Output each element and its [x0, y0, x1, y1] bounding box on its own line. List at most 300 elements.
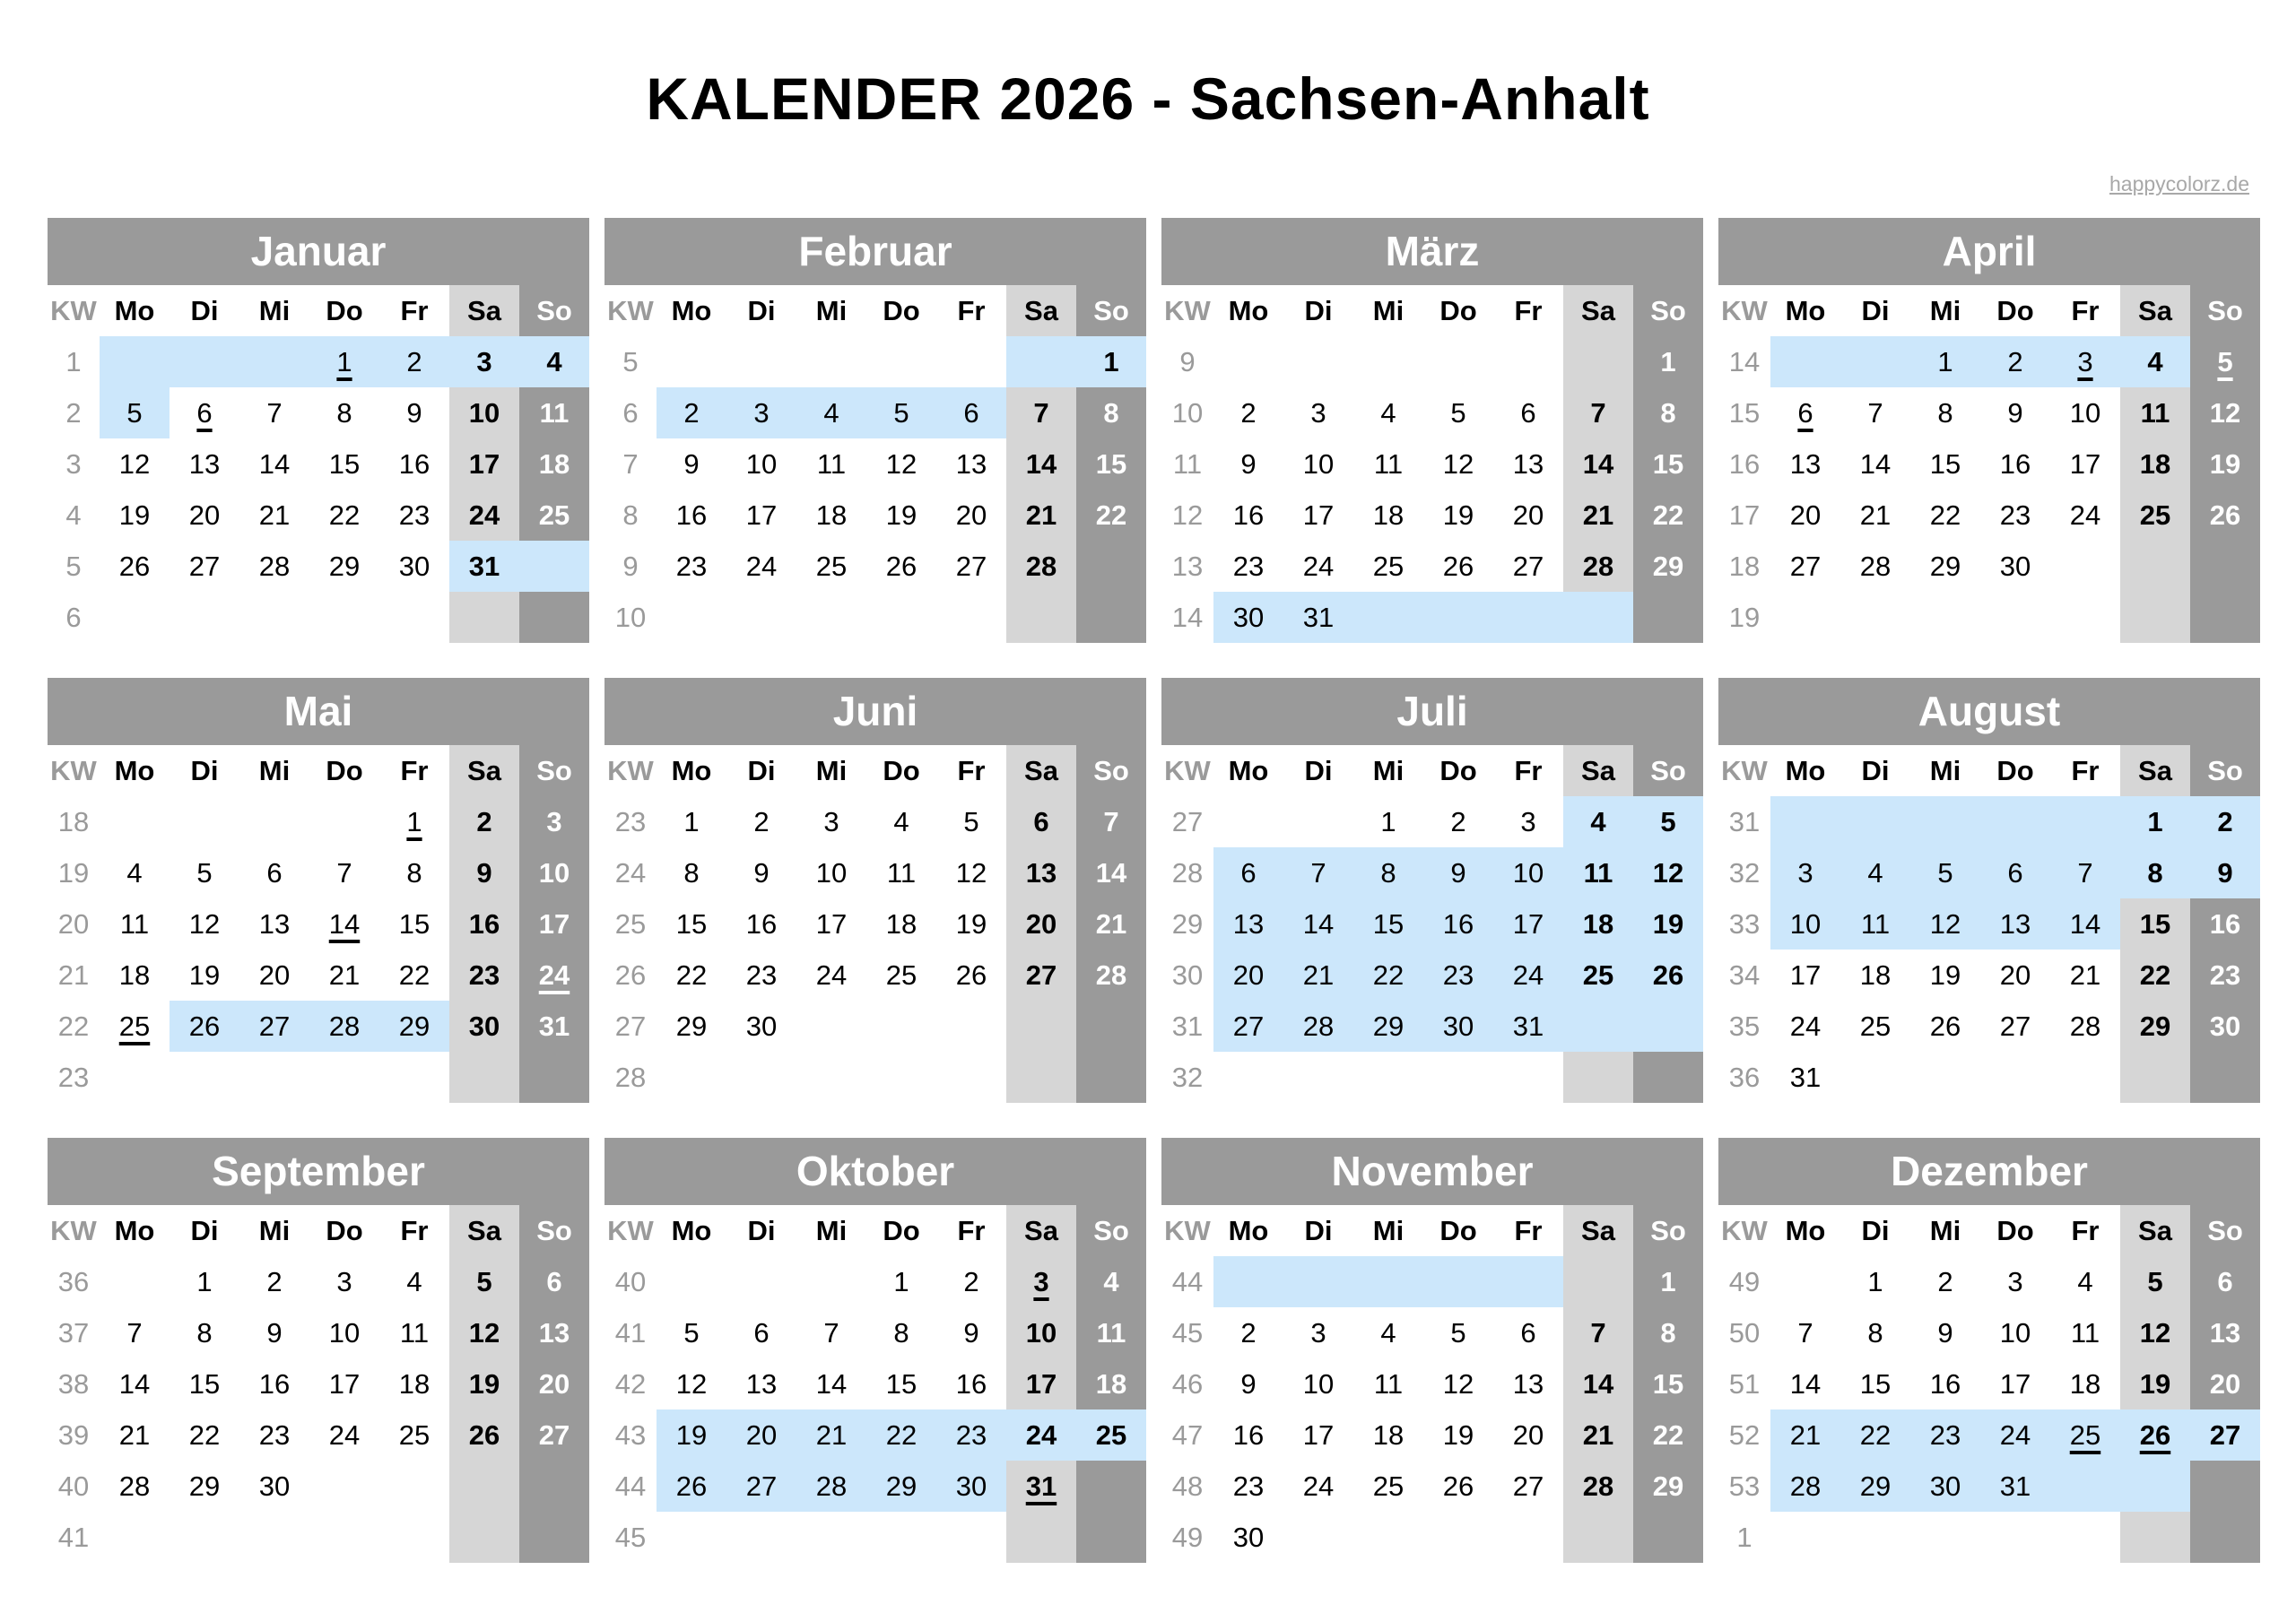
- day-cell: [726, 1052, 796, 1103]
- day-cell: 25: [1076, 1409, 1146, 1461]
- weekday-header-do: Do: [883, 755, 920, 786]
- day-cell: 2: [1240, 1317, 1257, 1349]
- month-title: September: [48, 1138, 589, 1205]
- day-cell: 4: [1380, 1317, 1396, 1349]
- day-cell: 26: [1929, 1010, 1961, 1042]
- day-cell: [2120, 1052, 2190, 1103]
- day-cell: 16: [1423, 898, 1493, 950]
- kw-cell: 52: [1728, 1419, 1761, 1451]
- kw-cell: 41: [614, 1317, 647, 1349]
- day-cell: [2050, 592, 2120, 643]
- day-cell: [936, 1512, 1006, 1563]
- day-cell: [657, 592, 726, 643]
- day-cell: 7: [1283, 847, 1353, 898]
- weekday-header-so: So: [1633, 745, 1703, 796]
- day-cell: [2190, 541, 2260, 592]
- day-cell: [379, 1052, 449, 1103]
- day-cell: [1840, 796, 1910, 847]
- day-cell: 22: [1840, 1409, 1910, 1461]
- month-september: [48, 1138, 589, 1563]
- day-cell: 3: [726, 387, 796, 438]
- day-cell: 17: [1302, 499, 1335, 531]
- day-cell: 19: [657, 1409, 726, 1461]
- day-cell: [170, 1512, 239, 1563]
- day-cell: 5: [963, 806, 979, 837]
- day-cell: 27: [1789, 551, 1822, 582]
- day-cell: 19: [2190, 438, 2260, 490]
- page-title: KALENDER 2026 - Sachsen-Anhalt: [646, 65, 1650, 132]
- day-cell: 10: [745, 448, 778, 480]
- weekday-header-so: So: [2190, 1205, 2260, 1256]
- day-cell: 18: [1859, 959, 1892, 991]
- day-cell: 14: [1283, 898, 1353, 950]
- kw-cell: 16: [1728, 448, 1761, 480]
- day-cell: 19: [1442, 1419, 1474, 1451]
- day-cell: [2120, 592, 2190, 643]
- day-cell: 5: [196, 857, 213, 889]
- day-cell: 7: [1867, 397, 1883, 429]
- day-cell: 21: [1283, 950, 1353, 1001]
- weekday-header-mi: Mi: [1929, 1215, 1961, 1246]
- weekday-header-fr: Fr: [957, 1215, 986, 1246]
- day-cell: 16: [1232, 1419, 1265, 1451]
- day-cell: 9: [406, 397, 422, 429]
- day-cell: [2050, 1512, 2120, 1563]
- weekday-header-di: Di: [1304, 295, 1333, 326]
- day-cell: [239, 1512, 309, 1563]
- day-cell: [379, 592, 449, 643]
- day-cell: 24: [815, 959, 848, 991]
- weekday-header-do: Do: [883, 295, 920, 326]
- day-cell: 13: [519, 1307, 589, 1358]
- weekday-header-sa: Sa: [1006, 1205, 1076, 1256]
- day-cell: 3: [1310, 1317, 1326, 1349]
- day-cell: [1840, 1052, 1910, 1103]
- day-cell: 22: [328, 499, 361, 531]
- weekday-header-mi: Mi: [258, 1215, 291, 1246]
- weekday-header-kw: KW: [1721, 295, 1768, 326]
- day-cell: [1006, 1512, 1076, 1563]
- kw-cell: 18: [1728, 551, 1761, 582]
- kw-cell: 44: [614, 1470, 647, 1502]
- day-cell: 19: [1442, 499, 1474, 531]
- day-cell: 15: [1633, 438, 1703, 490]
- day-cell: 4: [2120, 336, 2190, 387]
- day-cell: 22: [1076, 490, 1146, 541]
- day-cell: [726, 336, 796, 387]
- day-cell: 24: [519, 950, 589, 1001]
- kw-cell: 47: [1171, 1419, 1204, 1451]
- day-cell: 27: [188, 551, 221, 582]
- day-cell: [1213, 796, 1283, 847]
- kw-cell: 15: [1728, 397, 1761, 429]
- month-april: [1718, 218, 2260, 643]
- day-cell: 7: [1006, 387, 1076, 438]
- day-cell: [2190, 1461, 2260, 1512]
- day-cell: [1353, 1256, 1423, 1307]
- kw-cell: 45: [1171, 1317, 1204, 1349]
- day-cell: 14: [1006, 438, 1076, 490]
- month-märz: [1161, 218, 1703, 643]
- weekday-header-mo: Mo: [1785, 755, 1826, 786]
- day-cell: [657, 1052, 726, 1103]
- day-cell: 29: [2120, 1001, 2190, 1052]
- month-grid: [1161, 285, 1703, 643]
- month-juli: [1161, 678, 1703, 1103]
- day-cell: 31: [449, 541, 519, 592]
- kw-cell: 17: [1728, 499, 1761, 531]
- day-cell: 8: [1633, 387, 1703, 438]
- day-cell: 11: [1563, 847, 1633, 898]
- day-cell: 17: [815, 908, 848, 940]
- day-cell: [309, 1052, 379, 1103]
- day-cell: 27: [1999, 1010, 2031, 1042]
- day-cell: 1: [1633, 1256, 1703, 1307]
- day-cell: 7: [336, 857, 352, 889]
- kw-cell: 9: [622, 551, 639, 582]
- day-cell: 5: [683, 1317, 700, 1349]
- day-cell: 12: [955, 857, 987, 889]
- day-cell: 12: [885, 448, 918, 480]
- day-cell: 21: [1563, 1409, 1633, 1461]
- day-cell: 20: [1512, 1419, 1544, 1451]
- day-cell: 18: [1563, 898, 1633, 950]
- day-cell: [1283, 1256, 1353, 1307]
- day-cell: 28: [258, 551, 291, 582]
- day-cell: 23: [398, 499, 430, 531]
- day-cell: 15: [328, 448, 361, 480]
- kw-cell: 51: [1728, 1368, 1761, 1400]
- kw-cell: 40: [57, 1470, 90, 1502]
- day-cell: [239, 796, 309, 847]
- kw-cell: 53: [1728, 1470, 1761, 1502]
- kw-cell: 40: [614, 1266, 647, 1297]
- day-cell: 29: [188, 1470, 221, 1502]
- day-cell: 8: [1937, 397, 1953, 429]
- day-cell: 14: [258, 448, 291, 480]
- kw-cell: 35: [1728, 1010, 1761, 1042]
- kw-cell: 20: [57, 908, 90, 940]
- day-cell: 6: [266, 857, 283, 889]
- day-cell: 2: [1937, 1266, 1953, 1297]
- weekday-header-mo: Mo: [671, 295, 712, 326]
- day-cell: [796, 1052, 866, 1103]
- day-cell: 4: [2077, 1266, 2093, 1297]
- day-cell: 9: [1937, 1317, 1953, 1349]
- day-cell: 17: [328, 1368, 361, 1400]
- day-cell: 1: [1910, 336, 1980, 387]
- day-cell: [1563, 592, 1633, 643]
- day-cell: 18: [885, 908, 918, 940]
- weekday-header-fr: Fr: [400, 755, 429, 786]
- day-cell: 15: [885, 1368, 918, 1400]
- day-cell: [1353, 1512, 1423, 1563]
- kw-cell: 6: [65, 602, 82, 633]
- day-cell: 24: [1980, 1409, 2050, 1461]
- day-cell: [309, 796, 379, 847]
- day-cell: [1213, 1256, 1283, 1307]
- day-cell: 26: [1442, 551, 1474, 582]
- weekday-header-sa: Sa: [1563, 285, 1633, 336]
- day-cell: 24: [1493, 950, 1563, 1001]
- weekday-header-so: So: [2190, 285, 2260, 336]
- weekday-header-sa: Sa: [1563, 1205, 1633, 1256]
- month-grid: [604, 1205, 1146, 1563]
- day-cell: 13: [1789, 448, 1822, 480]
- weekday-header-mo: Mo: [671, 755, 712, 786]
- day-cell: 24: [1789, 1010, 1822, 1042]
- day-cell: 23: [1999, 499, 2031, 531]
- day-cell: 27: [519, 1409, 589, 1461]
- kw-cell: 9: [1179, 346, 1196, 377]
- day-cell: 1: [1380, 806, 1396, 837]
- day-cell: [1283, 336, 1353, 387]
- day-cell: 23: [1910, 1409, 1980, 1461]
- day-cell: 25: [815, 551, 848, 582]
- kw-cell: 25: [614, 908, 647, 940]
- day-cell: 2: [266, 1266, 283, 1297]
- day-cell: 19: [885, 499, 918, 531]
- day-cell: [1006, 336, 1076, 387]
- watermark-link[interactable]: happycolorz.de: [2109, 172, 2249, 195]
- day-cell: 21: [118, 1419, 151, 1451]
- day-cell: 13: [188, 448, 221, 480]
- day-cell: 27: [2190, 1409, 2260, 1461]
- kw-cell: 31: [1171, 1010, 1204, 1042]
- day-cell: [1006, 592, 1076, 643]
- day-cell: 30: [449, 1001, 519, 1052]
- day-cell: 21: [1770, 1409, 1840, 1461]
- day-cell: 16: [2190, 898, 2260, 950]
- day-cell: [239, 1052, 309, 1103]
- day-cell: 18: [1372, 1419, 1405, 1451]
- day-cell: [100, 1256, 170, 1307]
- day-cell: [2190, 592, 2260, 643]
- day-cell: 11: [2070, 1317, 2100, 1349]
- kw-cell: 34: [1728, 959, 1761, 991]
- day-cell: 21: [328, 959, 361, 991]
- weekday-header-kw: KW: [50, 295, 97, 326]
- day-cell: 25: [885, 959, 918, 991]
- day-cell: 7: [1563, 1307, 1633, 1358]
- weekday-header-mi: Mi: [815, 295, 848, 326]
- day-cell: [519, 1461, 589, 1512]
- kw-cell: 13: [1171, 551, 1204, 582]
- month-title: April: [1718, 218, 2260, 285]
- day-cell: 22: [1633, 1409, 1703, 1461]
- day-cell: 26: [2190, 490, 2260, 541]
- day-cell: 26: [657, 1461, 726, 1512]
- day-cell: 26: [955, 959, 987, 991]
- day-cell: 16: [1929, 1368, 1961, 1400]
- day-cell: [1213, 1052, 1283, 1103]
- kw-cell: 31: [1728, 806, 1761, 837]
- day-cell: [2190, 1512, 2260, 1563]
- day-cell: 26: [1442, 1470, 1474, 1502]
- day-cell: 25: [1563, 950, 1633, 1001]
- day-cell: [239, 336, 309, 387]
- day-cell: 16: [398, 448, 430, 480]
- kw-cell: 39: [57, 1419, 90, 1451]
- weekday-header-do: Do: [1439, 1215, 1477, 1246]
- day-cell: 12: [675, 1368, 708, 1400]
- day-cell: [309, 1512, 379, 1563]
- day-cell: [1563, 336, 1633, 387]
- day-cell: 16: [1232, 499, 1265, 531]
- day-cell: [1076, 592, 1146, 643]
- day-cell: 11: [886, 857, 917, 889]
- day-cell: 6: [753, 1317, 770, 1349]
- weekday-header-mo: Mo: [1228, 755, 1269, 786]
- day-cell: [2120, 1461, 2190, 1512]
- weekday-header-sa: Sa: [1563, 745, 1633, 796]
- day-cell: 24: [2069, 499, 2101, 531]
- day-cell: 5: [866, 387, 936, 438]
- day-cell: 9: [449, 847, 519, 898]
- day-cell: [1563, 1001, 1633, 1052]
- day-cell: 4: [126, 857, 143, 889]
- month-grid: [48, 745, 589, 1103]
- weekday-header-mi: Mi: [258, 755, 291, 786]
- day-cell: 11: [519, 387, 589, 438]
- day-cell: 28: [796, 1461, 866, 1512]
- weekday-header-di: Di: [747, 755, 776, 786]
- day-cell: 8: [1633, 1307, 1703, 1358]
- day-cell: 1: [406, 806, 422, 837]
- weekday-header-mi: Mi: [815, 1215, 848, 1246]
- weekday-header-di: Di: [747, 1215, 776, 1246]
- day-cell: 11: [119, 908, 150, 940]
- day-cell: 1: [683, 806, 700, 837]
- kw-cell: 27: [1171, 806, 1204, 837]
- day-cell: 10: [1493, 847, 1563, 898]
- kw-cell: 19: [57, 857, 90, 889]
- weekday-header-sa: Sa: [449, 745, 519, 796]
- day-cell: [1840, 592, 1910, 643]
- day-cell: 8: [893, 1317, 909, 1349]
- day-cell: 29: [1633, 541, 1703, 592]
- day-cell: 3: [1006, 1256, 1076, 1307]
- day-cell: 1: [893, 1266, 909, 1297]
- day-cell: 13: [2190, 1307, 2260, 1358]
- day-cell: 29: [379, 1001, 449, 1052]
- day-cell: 18: [2069, 1368, 2101, 1400]
- day-cell: 6: [196, 397, 213, 429]
- day-cell: 23: [745, 959, 778, 991]
- day-cell: 9: [753, 857, 770, 889]
- day-cell: 6: [1006, 796, 1076, 847]
- day-cell: 15: [675, 908, 708, 940]
- month-august: [1718, 678, 2260, 1103]
- kw-cell: 50: [1728, 1317, 1761, 1349]
- day-cell: 9: [683, 448, 700, 480]
- day-cell: 31: [1789, 1062, 1822, 1093]
- day-cell: 26: [885, 551, 918, 582]
- day-cell: 6: [519, 1256, 589, 1307]
- day-cell: [100, 336, 170, 387]
- day-cell: [1076, 1512, 1146, 1563]
- day-cell: 13: [1006, 847, 1076, 898]
- kw-cell: 1: [65, 346, 82, 377]
- day-cell: 23: [449, 950, 519, 1001]
- day-cell: 12: [188, 908, 221, 940]
- kw-cell: 24: [614, 857, 647, 889]
- day-cell: 10: [1302, 448, 1335, 480]
- weekday-header-fr: Fr: [1514, 755, 1543, 786]
- kw-cell: 32: [1728, 857, 1761, 889]
- weekday-header-sa: Sa: [2120, 745, 2190, 796]
- day-cell: 6: [936, 387, 1006, 438]
- weekday-header-di: Di: [1861, 295, 1890, 326]
- weekday-header-di: Di: [1861, 755, 1890, 786]
- weekday-header-mo: Mo: [1228, 295, 1269, 326]
- day-cell: 23: [936, 1409, 1006, 1461]
- day-cell: 14: [1789, 1368, 1822, 1400]
- day-cell: 16: [258, 1368, 291, 1400]
- day-cell: 25: [2120, 490, 2190, 541]
- day-cell: 2: [657, 387, 726, 438]
- day-cell: [1980, 1512, 2050, 1563]
- kw-cell: 3: [65, 448, 82, 480]
- day-cell: 13: [1980, 898, 2050, 950]
- day-cell: 28: [309, 1001, 379, 1052]
- weekday-header-di: Di: [190, 295, 219, 326]
- weekday-header-fr: Fr: [1514, 1215, 1543, 1246]
- day-cell: [1770, 796, 1840, 847]
- day-cell: 10: [328, 1317, 361, 1349]
- day-cell: 27: [726, 1461, 796, 1512]
- day-cell: [796, 592, 866, 643]
- day-cell: [1633, 1001, 1703, 1052]
- day-cell: 3: [449, 336, 519, 387]
- weekday-header-di: Di: [747, 295, 776, 326]
- day-cell: 20: [519, 1358, 589, 1409]
- day-cell: 20: [1213, 950, 1283, 1001]
- day-cell: 19: [2120, 1358, 2190, 1409]
- month-title: November: [1161, 1138, 1703, 1205]
- day-cell: 3: [823, 806, 839, 837]
- day-cell: [1980, 796, 2050, 847]
- weekday-header-kw: KW: [607, 755, 654, 786]
- kw-cell: 45: [614, 1522, 647, 1553]
- day-cell: 9: [1423, 847, 1493, 898]
- day-cell: [170, 592, 239, 643]
- weekday-header-so: So: [2190, 745, 2260, 796]
- day-cell: 2: [1450, 806, 1466, 837]
- day-cell: 8: [1867, 1317, 1883, 1349]
- day-cell: [657, 1256, 726, 1307]
- weekday-header-mi: Mi: [1929, 295, 1961, 326]
- day-cell: 14: [1563, 1358, 1633, 1409]
- weekday-header-so: So: [1076, 1205, 1146, 1256]
- day-cell: 17: [745, 499, 778, 531]
- day-cell: 26: [1633, 950, 1703, 1001]
- day-cell: 24: [745, 551, 778, 582]
- weekday-header-mi: Mi: [258, 295, 291, 326]
- day-cell: [449, 1052, 519, 1103]
- day-cell: 26: [449, 1409, 519, 1461]
- day-cell: 10: [1999, 1317, 2031, 1349]
- kw-cell: 32: [1171, 1062, 1204, 1093]
- month-mai: [48, 678, 589, 1103]
- kw-cell: 33: [1728, 908, 1761, 940]
- day-cell: 11: [399, 1317, 430, 1349]
- day-cell: 17: [1302, 1419, 1335, 1451]
- day-cell: 5: [1633, 796, 1703, 847]
- day-cell: 3: [519, 796, 589, 847]
- day-cell: 2: [1980, 336, 2050, 387]
- day-cell: [1770, 592, 1840, 643]
